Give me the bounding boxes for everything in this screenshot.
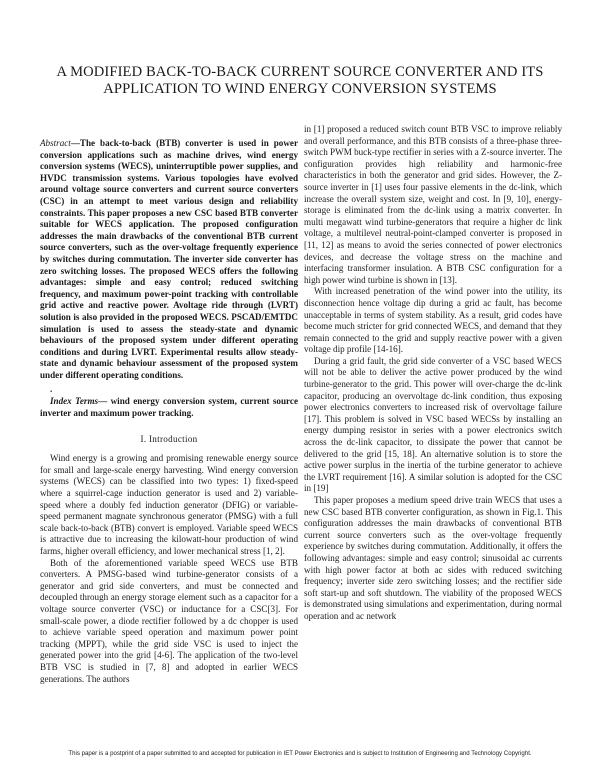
paper-title: A MODIFIED BACK-TO-BACK CURRENT SOURCE CONVERTER AND ITS APPLICATION TO WIND ENERGY CONVERSION SYSTEMS xyxy=(56,64,544,97)
abstract-text: —The back-to-back (BTB) converter is used in power conversion applications such as machine drives, wind energy conversion systems (WECS), uninterruptible power supplies, and HVDC transmission systems. Various topologies have evolved around voltage source converters and current source converters (CSC) in an attempt to meet various design and reliability constraints. This paper proposes a new CSC based BTB converter suitable for WECS application. The proposed configuration addresses the main drawbacks of the conventional BTB current source converters, such as the over-voltage frequently experience by switches during commutation. The inverter side converter has zero switching losses. The proposed WECS offers the following advantages: simple and easy control; reduced switching frequency, and maximum power-point tracking with controllable grid active and reactive power. Avoltage ride through (LVRT) solution is also provided in the proposed WECS. PSCAD/EMTDC simulation is used to assess the steady-state and dynamic behaviours of the proposed system under different operating conditions and during LVRT. Experimental results allow steady-state and dynamic behaviour assessment of the proposed system under different operating conditions. xyxy=(40,138,298,380)
index-terms-label: Index Terms xyxy=(50,396,99,407)
section-heading-introduction: I. Introduction xyxy=(140,433,198,444)
body-paragraph: During a grid fault, the grid side converter of a VSC based WECS will not be able to deliver the active power produced by the wind turbine-generator to the grid. This power will over-charge the dc-link capacitor, producing an overvoltage dc-link condition, thus exposing power electronics converters to increased risk of overvoltage failure [17]. This problem is solved in VSC based WECSs by installing an energy dumping resistor in series with a power electronics switch across the dc-link capacitor, to dissipate the power that cannot be delivered to the grid [15, 18]. An alternative solution is to store the active power surplus in the inertia of the turbine generator to achieve the LVRT requirement [16]. A similar solution is adopted for the CSC in [19] xyxy=(304,355,562,494)
body-paragraph: Both of the aforementioned variable speed WECS use BTB converters. A PMSG-based wind turbine-generator consists of a generator and grid side converters, and must be connected and decoupled through an energy storage element such as a capacitor for a voltage source converter (VSC) or inductance for a CSC[3]. For small-scale power, a diode rectifier followed by a dc chopper is used to achieve variable speed operation and maximum power point tracking (MPPT), while the grid side VSC is used to inject the generated power into the grid [4-6]. The application of the two-level BTB VSC is studied in [7, 8] and adopted in earlier WECS generations. The authors xyxy=(40,557,298,684)
body-paragraph: With increased penetration of the wind power into the utility, its disconnection hence voltage dip during a grid ac fault, has become unacceptable in terms of system stability. As a result, grid codes have become much stricter for grid connected WECS, and demand that they remain connected to the grid and supply reactive power with a given voltage dip profile [14-16]. xyxy=(304,286,562,355)
left-column xyxy=(40,138,298,685)
body-paragraph: Wind energy is a growing and promising renewable energy source for small and large-scale energy harvesting. Wind energy conversion systems (WECS) can be classified into two types: 1) fixed-speed where a squirrel-cage induction generator is used and 2) variable-speed where a doubly fed induction generator (DFIG) or variable-speed permanent magnate synchronous generator (PMSG) with a full scale back-to-back (BTB) convert is employed. Variable speed WECS is attractive due to increasing the kilowatt-hour production of wind farms, higher overall efficiency, and lower mechanical stress [1, 2]. xyxy=(40,453,298,556)
index-terms-text: — wind energy conversion system, current source inverter and maximum power tracking. xyxy=(40,396,298,419)
abstract-label: Abstract xyxy=(40,138,71,148)
right-column xyxy=(304,124,562,623)
body-paragraph: This paper proposes a medium speed drive train WECS that uses a new CSC based BTB converter configuration, as shown in Fig.1. This configuration addresses the main drawbacks of conventional BTB current source converters such as the over-voltage frequently experience by switches during commutation. Additionally, it offers the following advantages: simple and easy control; sinusoidal ac currents with high power factor at both ac sides with reduced switching frequency; inverter side zero switching losses; and the rectifier side soft start-up and soft shutdown. The viability of the proposed WECS is demonstrated using simulations and experimentation, during normal operation and ac network xyxy=(304,495,562,621)
copyright-footer: This paper is a postprint of a paper submitted to and accepted for publication in IET Power Electronics and is subject to Institution of Engineering and Technology Copyright. xyxy=(68,750,532,757)
body-paragraph: in [1] proposed a reduced switch count BTB VSC to improve reliably and overall performance, and this BTB consists of a three-phase three-switch PWM buck-type rectifier in series with a Z-source inverter. The configuration provides high reliability and harmonic-free characteristics in both the generator and grid sides. However, the Z-source inverter in [1] uses four passive elements in the dc-link, which increase the overall system size, weight and cost. In [9, 10], energy-storage is eliminated from the dc-link using a matrix converter. In multi megawatt wind turbine-generators that require a higher dc link voltage, a multilevel neutral-point-clamped converter is proposed in [11, 12] as means to avoid the series connected of power electronics devices, and decrease the voltage stress on the machine and interfacing transformer insulation. A BTB CSC configuration for a high power wind turbine is shown in [13]. xyxy=(304,124,562,285)
abstract-trailing-dot: . xyxy=(50,384,53,395)
index-terms xyxy=(40,396,298,419)
abstract xyxy=(40,138,298,381)
